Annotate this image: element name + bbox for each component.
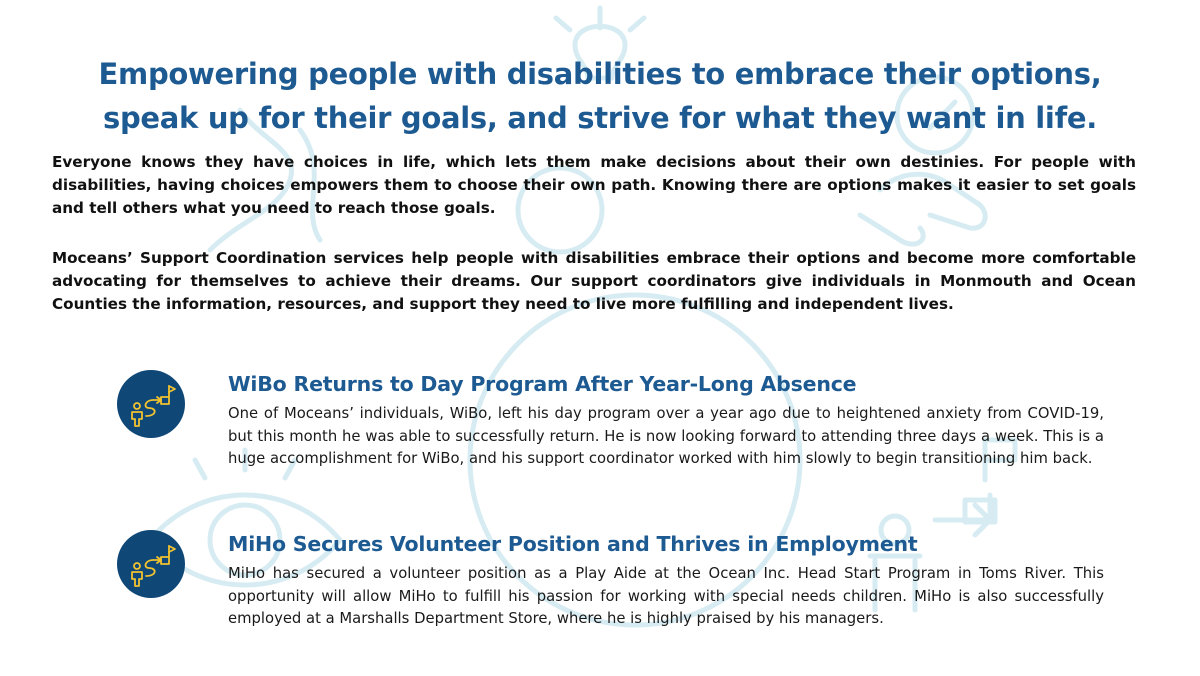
person-path-flag-icon <box>117 370 185 438</box>
story-1-icon-circle <box>117 370 185 438</box>
story-1-title: WiBo Returns to Day Program After Year-Long Absence <box>228 372 857 396</box>
intro-paragraph-2: Moceans’ Support Coordination services help people with disabilities embrace their options and become more comfortable advocating for themselves to achieve their dreams. Our support coordinators give individuals in Monmouth and Ocean Counties the information, resources, and support they need to live more fulfilling and independent lives. <box>52 249 1136 313</box>
headline-line-2: speak up for their goals, and strive for what they want in life. <box>103 101 1097 135</box>
intro-paragraph-1: Everyone knows they have choices in life, which lets them make decisions about their own destinies. For people with disabilities, having choices empowers them to choose their own path. Knowing there are options makes it easier to set goals and tell others what you need to reach those goals. <box>52 153 1136 217</box>
headline-line-1: Empowering people with disabilities to embrace their options, <box>98 57 1102 91</box>
story-1-body: One of Moceans’ individuals, WiBo, left his day program over a year ago due to heightened anxiety from COVID-19, but this month he was able to successfully return. He is now looking forward to attending three days a week. This is a huge accomplishment for WiBo, and his support coordinator worked with him slowly to begin transitioning him back. <box>228 405 1104 467</box>
story-2-icon-circle <box>117 530 185 598</box>
story-2-body: MiHo has secured a volunteer position as a Play Aide at the Ocean Inc. Head Start Program in Toms River. This opportunity will allow MiHo to fulfill his passion for working with special needs children. MiHo is also successfully employed at a Marshalls Department Store, where he is highly praised by his managers. <box>228 565 1104 627</box>
person-path-flag-icon <box>117 530 185 598</box>
story-2-title: MiHo Secures Volunteer Position and Thrives in Employment <box>228 532 918 556</box>
page-headline <box>40 52 1160 140</box>
